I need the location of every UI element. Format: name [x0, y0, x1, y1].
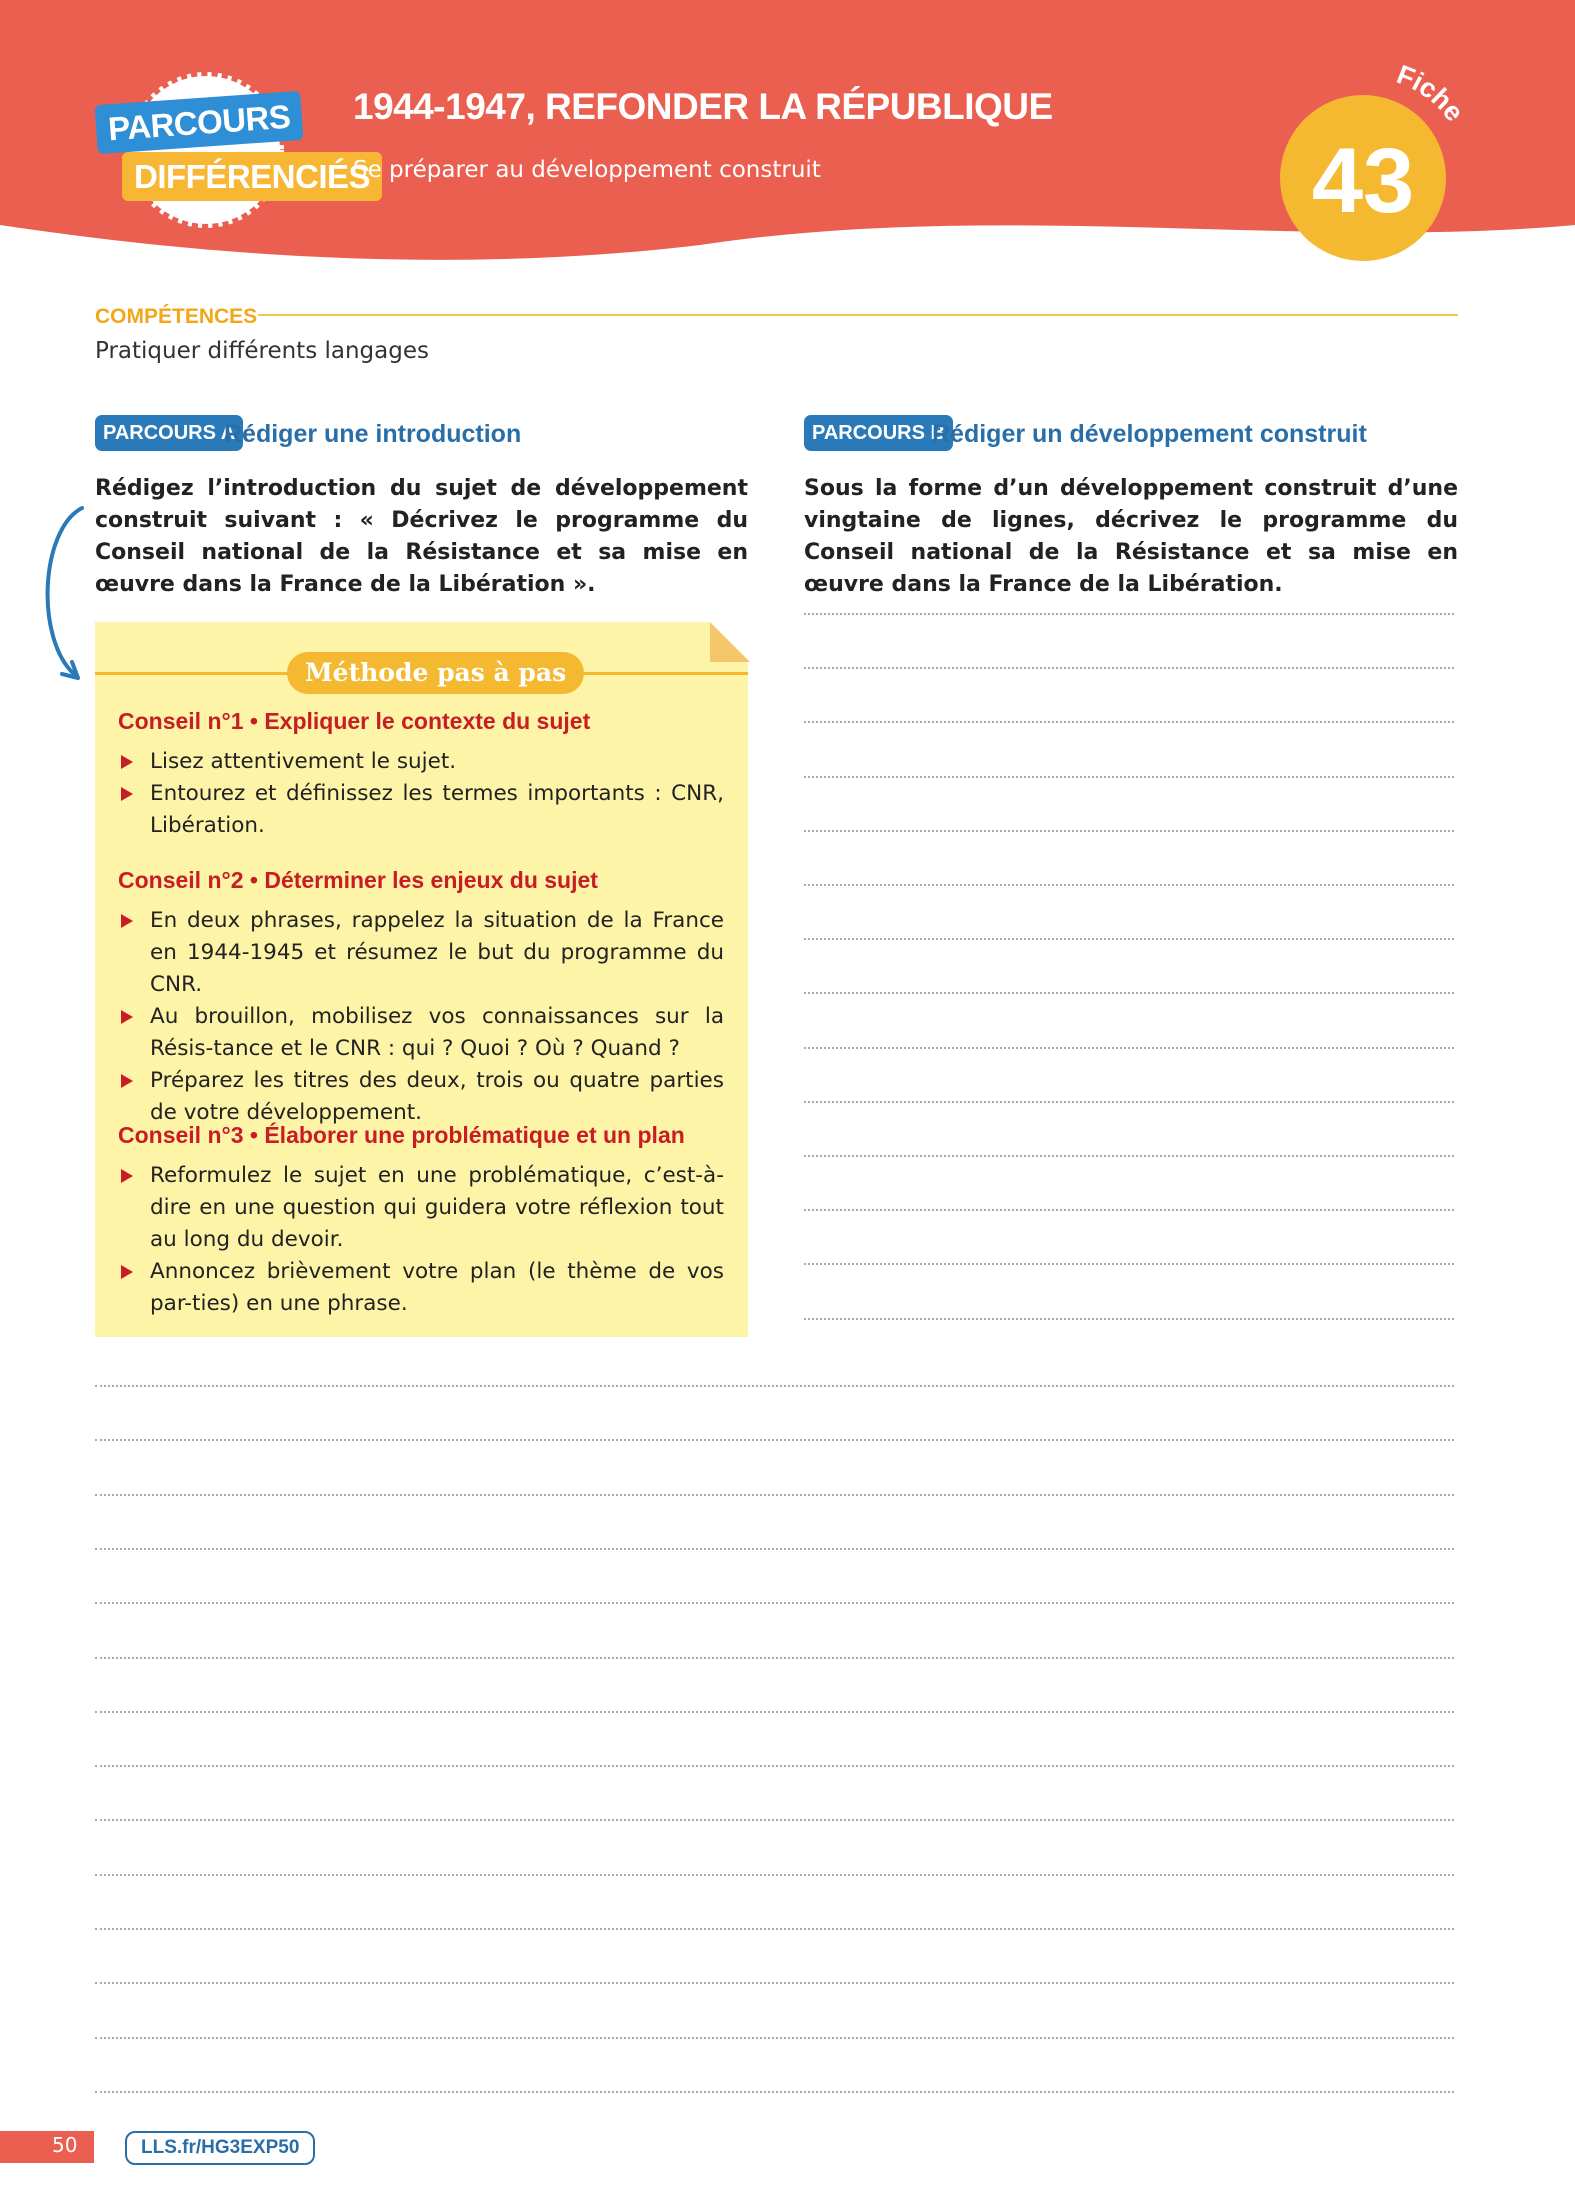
writing-line[interactable] — [804, 613, 1454, 615]
badge-line1: PARCOURS — [95, 91, 304, 154]
writing-line[interactable] — [95, 1494, 1454, 1496]
competences-label: COMPÉTENCES — [95, 305, 258, 328]
fiche-label: Fiche — [1392, 60, 1470, 127]
writing-line[interactable] — [804, 1155, 1454, 1157]
parcours-b-title: Rédiger un développement construit — [932, 420, 1367, 448]
writing-line[interactable] — [804, 721, 1454, 723]
writing-line[interactable] — [804, 1263, 1454, 1265]
writing-line[interactable] — [804, 1318, 1454, 1320]
page-subtitle: Se préparer au développement construit — [353, 157, 821, 183]
page-title: 1944-1947, REFONDER LA RÉPUBLIQUE — [353, 86, 1053, 127]
parcours-a-tag: PARCOURS A — [95, 415, 243, 451]
conseil-1-list — [118, 746, 724, 842]
list-item: Reformulez le sujet en une problématique, c’est-à-dire en une question qui guidera votre réflexion tout au long du devoir. — [118, 1160, 724, 1256]
writing-line[interactable] — [804, 776, 1454, 778]
parcours-b-tag: PARCOURS B — [804, 415, 953, 451]
writing-line[interactable] — [95, 2091, 1454, 2093]
badge-line2: DIFFÉRENCIÉS — [122, 152, 382, 201]
writing-line[interactable] — [95, 1602, 1454, 1604]
writing-line[interactable] — [804, 830, 1454, 832]
list-item: Annoncez brièvement votre plan (le thème de vos par-ties) en une phrase. — [118, 1256, 724, 1320]
fiche-number-badge — [1270, 60, 1470, 270]
writing-line[interactable] — [95, 1385, 1454, 1387]
writing-line[interactable] — [804, 1101, 1454, 1103]
list-item: Au brouillon, mobilisez vos connaissances sur la Résis-tance et le CNR : qui ? Quoi ? Où ? Quand ? — [118, 1001, 724, 1065]
list-item: Préparez les titres des deux, trois ou quatre parties de votre développement. — [118, 1065, 724, 1129]
writing-line[interactable] — [95, 1765, 1454, 1767]
writing-line[interactable] — [804, 992, 1454, 994]
writing-line[interactable] — [95, 1439, 1454, 1441]
parcours-a-title: Rédiger une introduction — [224, 420, 522, 448]
competences-text: Pratiquer différents langages — [95, 338, 429, 364]
list-item: En deux phrases, rappelez la situation de la France en 1944-1945 et résumez le but du programme du CNR. — [118, 905, 724, 1001]
page-fold-corner — [710, 622, 750, 662]
writing-line[interactable] — [95, 1711, 1454, 1713]
page-number-band — [0, 2131, 94, 2163]
curved-arrow-icon — [30, 500, 100, 690]
writing-line[interactable] — [804, 1209, 1454, 1211]
conseil-2-list — [118, 905, 724, 1129]
writing-line[interactable] — [804, 1047, 1454, 1049]
method-title: Méthode pas à pas — [287, 652, 584, 694]
parcours-differencies-badge — [86, 70, 371, 230]
writing-line[interactable] — [95, 1928, 1454, 1930]
writing-line[interactable] — [95, 2037, 1454, 2039]
list-item: Lisez attentivement le sujet. — [118, 746, 724, 778]
parcours-a-consigne: Rédigez l’introduction du sujet de développement construit suivant : « Décrivez le programme du Conseil national de la Résistance et sa mise en œuvre dans la France de la Libération ». — [95, 476, 748, 597]
writing-line[interactable] — [95, 1657, 1454, 1659]
writing-line[interactable] — [95, 1874, 1454, 1876]
page-number: 50 — [52, 2133, 78, 2157]
writing-line[interactable] — [804, 667, 1454, 669]
conseil-3-list — [118, 1160, 724, 1320]
footer-link[interactable]: LLS.fr/HG3EXP50 — [125, 2131, 315, 2165]
fiche-number: 43 — [1311, 130, 1415, 232]
competences-divider — [258, 314, 1458, 316]
writing-line[interactable] — [95, 1819, 1454, 1821]
list-item: Entourez et définissez les termes importants : CNR, Libération. — [118, 778, 724, 842]
parcours-b-consigne: Sous la forme d’un développement construit d’une vingtaine de lignes, décrivez le programme du Conseil national de la Résistance et sa mise en œuvre dans la France de la Libération. — [804, 476, 1458, 597]
writing-line[interactable] — [95, 1982, 1454, 1984]
writing-line[interactable] — [804, 938, 1454, 940]
writing-line[interactable] — [95, 1548, 1454, 1550]
conseil-1-heading: Conseil n°1 • Expliquer le contexte du sujet — [118, 708, 591, 734]
conseil-3-heading: Conseil n°3 • Élaborer une problématique et un plan — [118, 1122, 685, 1148]
conseil-2-heading: Conseil n°2 • Déterminer les enjeux du sujet — [118, 867, 598, 893]
writing-line[interactable] — [804, 884, 1454, 886]
